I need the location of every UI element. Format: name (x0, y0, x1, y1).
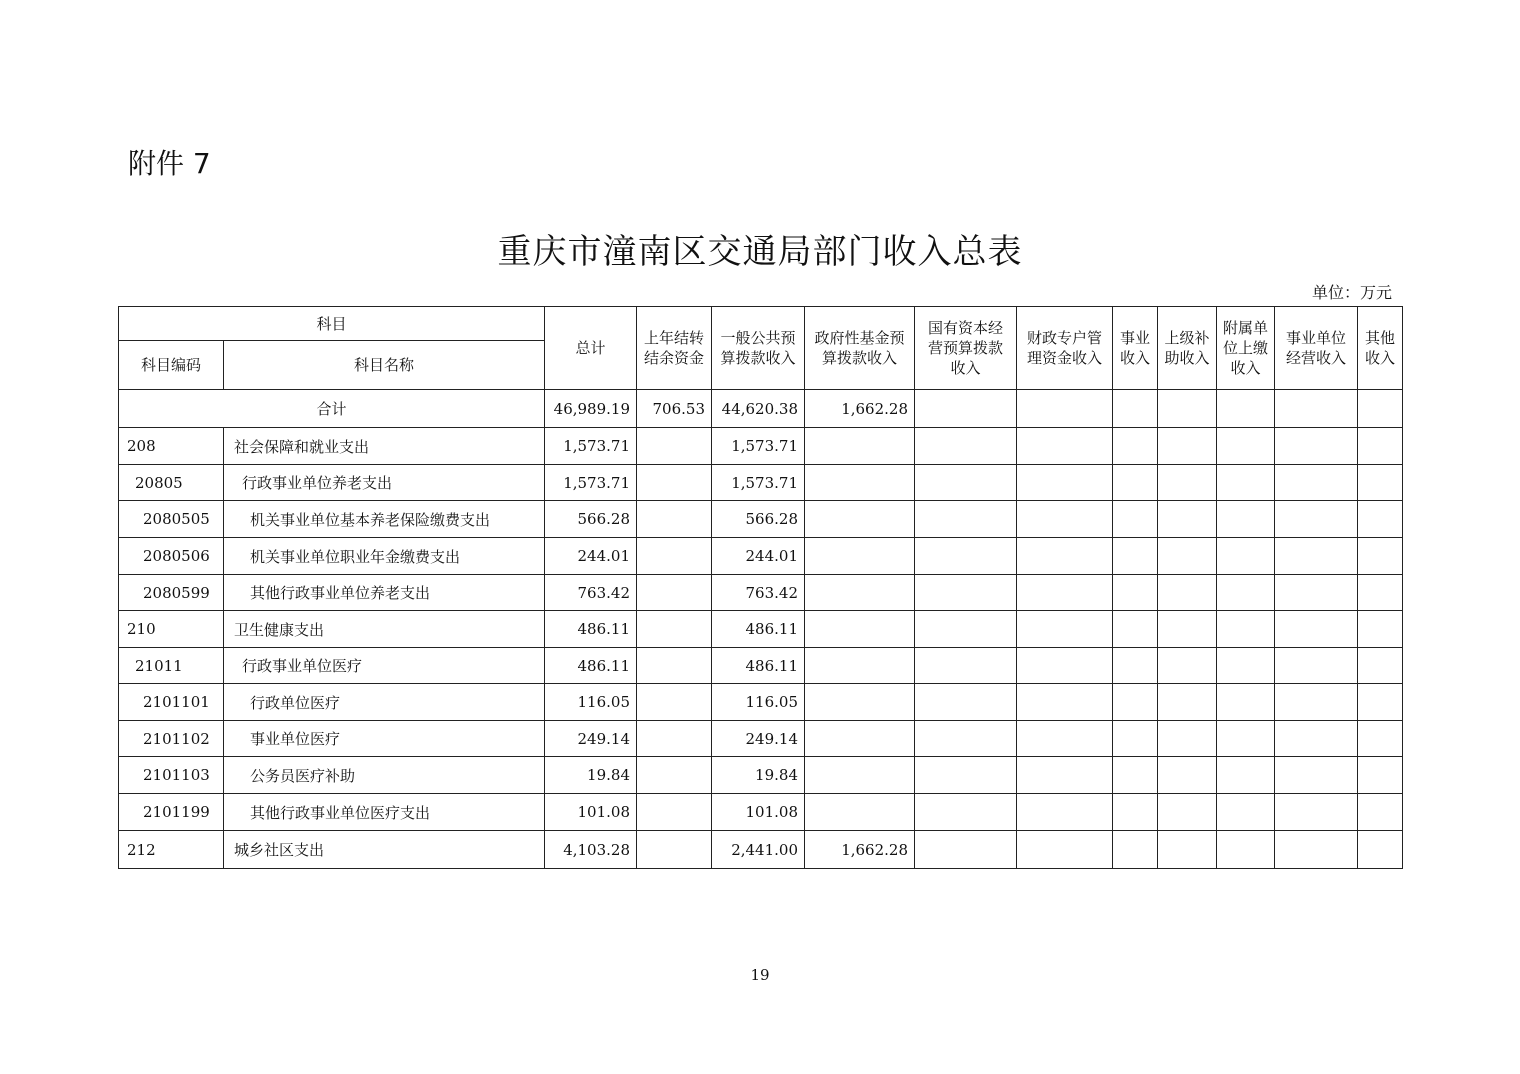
row-total: 101.08 (545, 794, 637, 831)
row-name: 公务员医疗补助 (224, 757, 545, 794)
row-code: 2080599 (119, 575, 224, 611)
header-business-income: 事业收入 (1113, 307, 1158, 390)
header-name: 科目名称 (224, 341, 545, 390)
table-row (119, 721, 1403, 757)
row-total: 19.84 (545, 757, 637, 794)
row-general-budget: 763.42 (712, 575, 805, 611)
header-subject: 科目 (119, 307, 545, 341)
row-code: 2101199 (119, 794, 224, 831)
header-affiliated-remit: 附属单位上缴收入 (1217, 307, 1275, 390)
table-row (119, 831, 1403, 869)
income-table (118, 306, 1403, 869)
row-code: 2101103 (119, 757, 224, 794)
table-row (119, 611, 1403, 648)
row-total: 486.11 (545, 648, 637, 684)
header-total: 总计 (545, 307, 637, 390)
table-row (119, 538, 1403, 575)
page-number: 19 (750, 966, 770, 984)
row-general-budget: 1,573.71 (712, 428, 805, 465)
header-superior-subsidy: 上级补助收入 (1158, 307, 1217, 390)
row-total: 244.01 (545, 538, 637, 575)
row-total: 249.14 (545, 721, 637, 757)
total-gov-fund: 1,662.28 (805, 390, 915, 428)
row-code: 2080506 (119, 538, 224, 575)
row-code: 2101102 (119, 721, 224, 757)
row-code: 210 (119, 611, 224, 648)
row-general-budget: 486.11 (712, 611, 805, 648)
header-state-capital: 国有资本经营预算拨款收入 (915, 307, 1017, 390)
header-other-income: 其他收入 (1358, 307, 1403, 390)
header-carryover: 上年结转结余资金 (637, 307, 712, 390)
row-general-budget: 116.05 (712, 684, 805, 721)
header-general-budget: 一般公共预算拨款收入 (712, 307, 805, 390)
row-name: 机关事业单位基本养老保险缴费支出 (224, 501, 545, 538)
table-row (119, 465, 1403, 501)
table-row-total (119, 390, 1403, 428)
row-general-budget: 19.84 (712, 757, 805, 794)
row-name: 社会保障和就业支出 (224, 428, 545, 465)
table-row (119, 428, 1403, 465)
table-row (119, 575, 1403, 611)
row-code: 21011 (119, 648, 224, 684)
total-label: 合计 (119, 390, 545, 428)
header-code: 科目编码 (119, 341, 224, 390)
row-code: 20805 (119, 465, 224, 501)
row-name: 卫生健康支出 (224, 611, 545, 648)
table-row (119, 684, 1403, 721)
row-name: 其他行政事业单位养老支出 (224, 575, 545, 611)
row-total: 486.11 (545, 611, 637, 648)
header-gov-fund: 政府性基金预算拨款收入 (805, 307, 915, 390)
row-name: 行政单位医疗 (224, 684, 545, 721)
unit-label: 单位：万元 (1311, 283, 1392, 302)
row-general-budget: 249.14 (712, 721, 805, 757)
row-general-budget: 566.28 (712, 501, 805, 538)
row-name: 城乡社区支出 (224, 831, 545, 869)
attachment-label: 附件 7 (128, 147, 211, 180)
header-operating-income: 事业单位经营收入 (1275, 307, 1358, 390)
row-total: 763.42 (545, 575, 637, 611)
header-special-account: 财政专户管理资金收入 (1017, 307, 1113, 390)
total-carryover: 706.53 (637, 390, 712, 428)
row-name: 事业单位医疗 (224, 721, 545, 757)
row-code: 2080505 (119, 501, 224, 538)
row-gov-fund: 1,662.28 (805, 831, 915, 869)
row-general-budget: 101.08 (712, 794, 805, 831)
table-row (119, 501, 1403, 538)
row-total: 566.28 (545, 501, 637, 538)
row-general-budget: 486.11 (712, 648, 805, 684)
row-total: 116.05 (545, 684, 637, 721)
row-general-budget: 2,441.00 (712, 831, 805, 869)
row-general-budget: 244.01 (712, 538, 805, 575)
row-code: 212 (119, 831, 224, 869)
row-total: 4,103.28 (545, 831, 637, 869)
row-total: 1,573.71 (545, 465, 637, 501)
row-general-budget: 1,573.71 (712, 465, 805, 501)
row-name: 行政事业单位医疗 (224, 648, 545, 684)
table-row (119, 757, 1403, 794)
total-sum: 46,989.19 (545, 390, 637, 428)
total-general-budget: 44,620.38 (712, 390, 805, 428)
row-total: 1,573.71 (545, 428, 637, 465)
row-name: 其他行政事业单位医疗支出 (224, 794, 545, 831)
table-row (119, 648, 1403, 684)
row-name: 行政事业单位养老支出 (224, 465, 545, 501)
row-code: 208 (119, 428, 224, 465)
page-title: 重庆市潼南区交通局部门收入总表 (497, 232, 1023, 272)
row-code: 2101101 (119, 684, 224, 721)
table-row (119, 794, 1403, 831)
row-name: 机关事业单位职业年金缴费支出 (224, 538, 545, 575)
